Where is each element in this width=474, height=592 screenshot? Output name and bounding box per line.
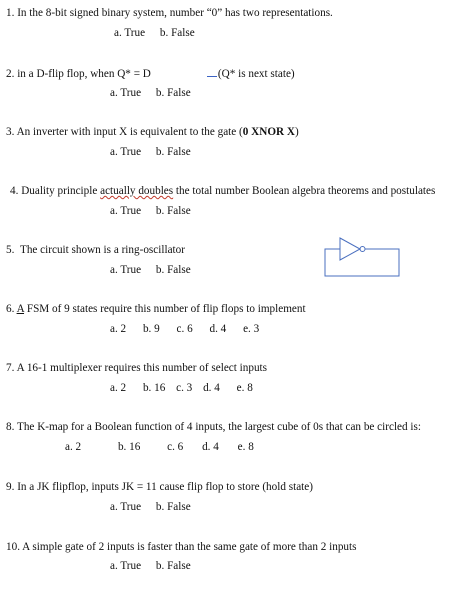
option-a[interactable]: a. True [110,87,142,99]
question-text: in a D-flip flop, when Q* = D [17,68,151,80]
options-8 [65,440,254,454]
question-text: In the 8-bit signed binary system, number “0” has two representations. [17,7,333,19]
question-text-wavy: actually doubles [100,185,174,197]
option-a[interactable]: a. True [110,560,142,572]
options-4 [110,204,191,218]
option-d[interactable]: d. 4 [202,441,219,453]
option-d[interactable]: d. 4 [209,323,227,335]
question-number: 4 [10,185,16,197]
option-b[interactable]: b. False [159,27,195,39]
question-number: 1 [6,7,12,19]
options-3 [110,145,191,159]
option-a[interactable]: a. True [114,27,146,39]
question-text-post: (Q* is next state) [217,68,295,80]
question-number: 9 [6,481,12,493]
question-number: 6 [6,303,12,315]
question-1: 1. In the 8-bit signed binary system, number “0” has two representations. [6,7,333,19]
option-b[interactable]: b. False [155,264,191,276]
option-b[interactable]: b. False [155,146,191,158]
question-text-post: ) [294,126,299,138]
question-text: FSM of 9 states require this number of flip flops to implement [24,303,306,315]
option-b[interactable]: b. 16 [117,441,141,453]
question-text-bold: 0 XNOR X [242,126,295,138]
options-9 [110,500,191,514]
options-1 [114,26,195,40]
option-b[interactable]: b. False [155,205,191,217]
question-text: In a JK flipflop, inputs JK = 11 cause flip flop to store (hold state) [17,481,313,493]
question-4: 4. Duality principle actually doubles the total number Boolean algebra theorems and postulates [10,185,436,197]
options-5 [110,263,191,277]
option-a[interactable]: a. 2 [65,441,82,453]
option-b[interactable]: b. 9 [142,323,160,335]
question-text-post: the total number Boolean algebra theorems and postulates [173,185,436,197]
question-8: 8. The K-map for a Boolean function of 4 inputs, the largest cube of 0s that can be circled is: [6,421,421,433]
option-a[interactable]: a. True [110,205,142,217]
question-number: 3 [6,126,12,138]
option-a[interactable]: a. True [110,264,142,276]
option-c[interactable]: c. 6 [176,323,193,335]
question-9: 9. In a JK flipflop, inputs JK = 11 cause flip flop to store (hold state) [6,481,313,493]
question-number: 8 [6,421,12,433]
question-text: A simple gate of 2 inputs is faster than the same gate of more than 2 inputs [22,541,357,553]
question-number: 10 [6,541,18,553]
question-5: 5. The circuit shown is a ring-oscillator [6,244,185,256]
option-a[interactable]: a. 2 [110,382,127,394]
options-6 [110,322,259,336]
question-7: 7. A 16-1 multiplexer requires this number of select inputs [6,362,268,374]
question-3: 3. An inverter with input X is equivalent to the gate (0 XNOR X) [6,126,299,138]
cursor-mark [207,66,217,77]
question-text: The K-map for a Boolean function of 4 inputs, the largest cube of 0s that can be circled is: [17,421,421,433]
option-c[interactable]: c. 6 [167,441,184,453]
option-b[interactable]: b. False [155,87,191,99]
question-number: 2 [6,68,12,80]
option-b[interactable]: b. False [155,560,191,572]
inverter-ring-icon [322,234,402,278]
question-number: 5 [6,244,12,256]
option-d[interactable]: d. 4 [203,382,220,394]
options-2 [110,86,191,100]
question-text: An inverter with input X is equivalent to the gate ( [16,126,243,138]
option-b[interactable]: b. False [155,501,191,513]
options-7 [110,381,253,395]
option-e[interactable]: e. 8 [236,382,253,394]
option-c[interactable]: c. 3 [176,382,193,394]
option-a[interactable]: a. True [110,501,142,513]
option-e[interactable]: e. 3 [243,323,260,335]
option-a[interactable]: a. True [110,146,142,158]
question-text: A 16-1 multiplexer requires this number of select inputs [16,362,268,374]
question-text: The circuit shown is a ring-oscillator [19,244,185,256]
question-text: Duality principle [21,185,101,197]
options-10 [110,559,191,573]
option-b[interactable]: b. 16 [142,382,166,394]
option-a[interactable]: a. 2 [110,323,127,335]
question-text-underlined: A [16,303,25,315]
option-e[interactable]: e. 8 [237,441,254,453]
question-number: 7 [6,362,12,374]
question-10: 10. A simple gate of 2 inputs is faster than the same gate of more than 2 inputs [6,541,357,553]
question-6: 6. A FSM of 9 states require this number of flip flops to implement [6,303,306,315]
question-2: 2. in a D-flip flop, when Q* = D (Q* is next state) [6,68,295,80]
